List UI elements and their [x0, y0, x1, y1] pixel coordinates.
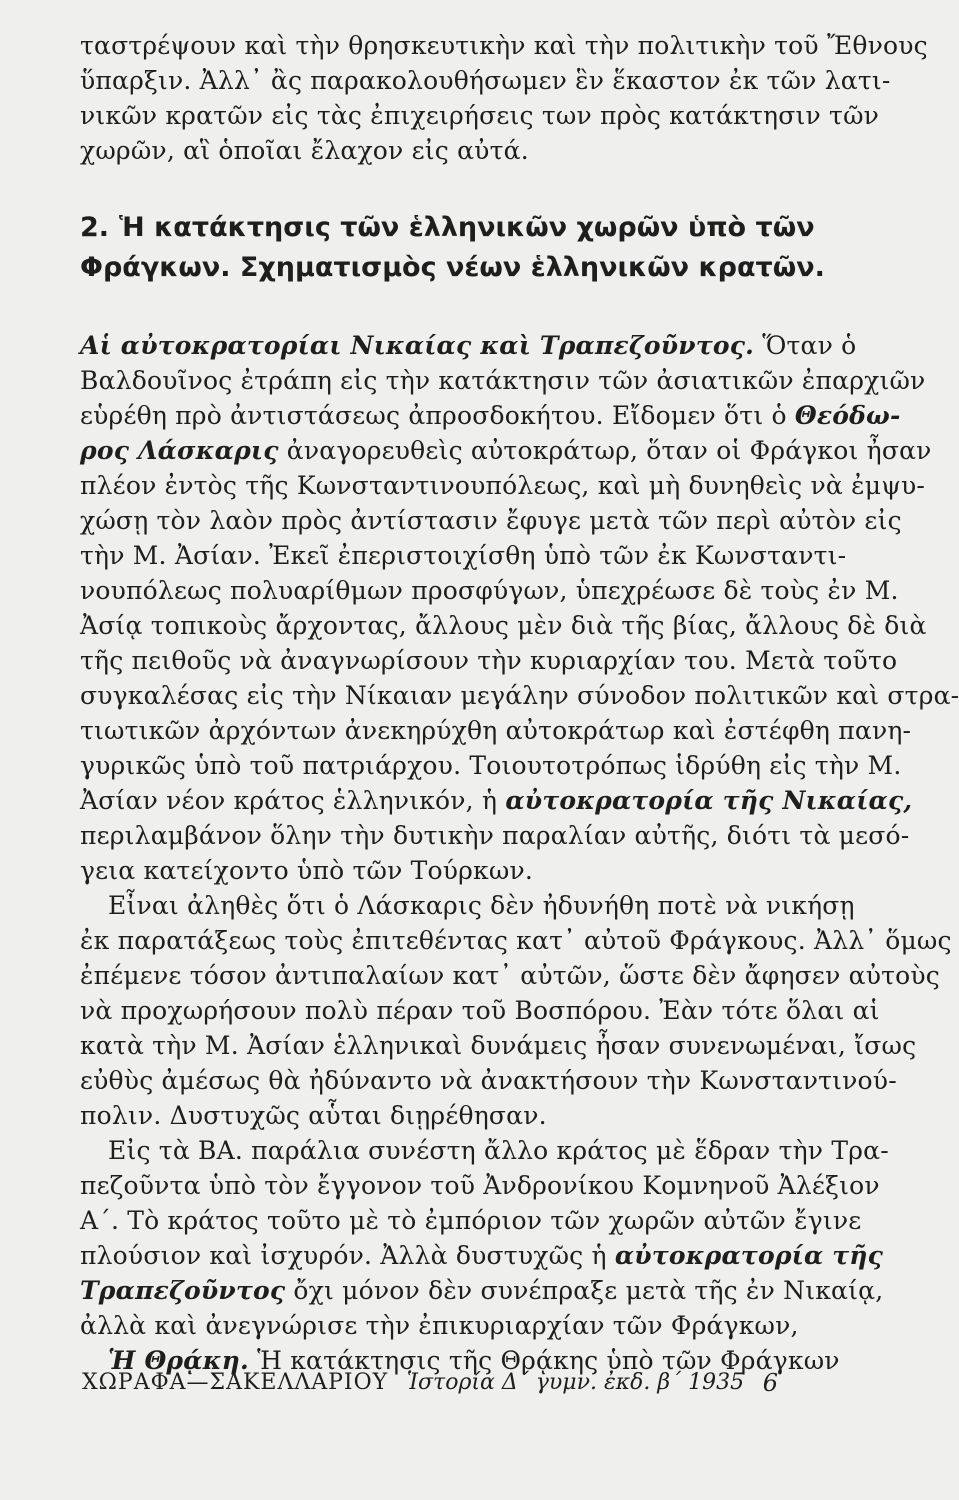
- text-line: χώσῃ τὸν λαὸν πρὸς ἀντίστασιν ἔφυγε μετὰ τῶν περὶ αὐτὸν εἰς: [80, 506, 902, 535]
- text-line: κατὰ τὴν Μ. Ἀσίαν ἑλληνικαὶ δυνάμεις ἦσαν συνενωμέναι, ἴσως: [80, 1031, 917, 1060]
- name-lascaris: ρος Λάσκαρις: [80, 436, 279, 465]
- text-line: Βαλδουῖνος ἐτράπη εἰς τὴν κατάκτησιν τῶν ἀσιατικῶν ἐπαρχιῶν: [80, 366, 926, 395]
- text-line: Α΄. Τὸ κράτος τοῦτο μὲ τὸ ἐμπόριον τῶν χωρῶν αὐτῶν ἔγινε: [80, 1206, 862, 1235]
- text-line: Εἰς τὰ ΒΑ. παράλια συνέστη ἄλλο κράτος μὲ ἕδραν τὴν Τρα-: [108, 1136, 889, 1165]
- text-fragment: εὑρέθη πρὸ ἀντιστάσεως ἀπροσδοκήτου. Εἴδομεν ὅτι ὁ: [80, 401, 787, 430]
- text-line: νουπόλεως πολυαρίθμων προσφύγων, ὑπεχρέωσε δὲ τοὺς ἐν Μ.: [80, 576, 899, 605]
- subheading-thrace: Ἡ Θρᾴκη.: [108, 1346, 249, 1375]
- text-line: τιωτικῶν ἀρχόντων ἀνεκηρύχθη αὐτοκράτωρ καὶ ἐστέφθη πανη-: [80, 716, 912, 745]
- text-line: ἐπέμενε τόσον ἀντιπαλαίων κατ᾽ αὐτῶν, ὥστε δὲν ἄφησεν αὐτοὺς: [80, 961, 940, 990]
- nicaea-paragraph: [80, 328, 959, 888]
- page-body: [80, 28, 959, 1378]
- page-footer: [82, 1368, 778, 1398]
- text-line: νικῶν κρατῶν εἰς τὰς ἐπιχειρήσεις των πρὸς κατάκτησιν τῶν: [80, 101, 880, 130]
- text-line: Εἶναι ἀληθὲς ὅτι ὁ Λάσκαρις δὲν ἠδυνήθη ποτὲ νὰ νικήσῃ: [108, 891, 855, 920]
- term-empire-of-nicaea: αὐτοκρατορία τῆς Νικαίας,: [505, 786, 913, 815]
- text-fragment: Ἡ κατάκτησις τῆς Θρᾴκης ὑπὸ τῶν Φράγκων: [257, 1346, 840, 1375]
- text-line: νὰ προχωρήσουν πολὺ πέραν τοῦ Βοσπόρου. Ἐὰν τότε ὅλαι αἱ: [80, 996, 880, 1025]
- text-line: πλέον ἐντὸς τῆς Κωνσταντινουπόλεως, καὶ μὴ δυνηθεὶς νὰ ἐμψυ-: [80, 471, 926, 500]
- section-title-line-2: Φράγκων. Σχηματισμὸς νέων ἑλληνικῶν κρατῶν.: [80, 252, 825, 283]
- section-title-line-1: Ἡ κατάκτησις τῶν ἑλληνικῶν χωρῶν ὑπὸ τῶν: [119, 212, 815, 243]
- text-line: τὴν Μ. Ἀσίαν. Ἐκεῖ ἐπεριστοιχίσθη ὑπὸ τῶν ἐκ Κωνσταντι-: [80, 541, 847, 570]
- subheading-nicaea-trebizond: Αἱ αὐτοκρατορίαι Νικαίας καὶ Τραπεζοῦντος.: [80, 331, 755, 360]
- text-line: γεια κατείχοντο ὑπὸ τῶν Τούρκων.: [80, 856, 534, 885]
- text-line: συγκαλέσας εἰς τὴν Νίκαιαν μεγάλην σύνοδον πολιτικῶν καὶ στρα-: [80, 681, 959, 710]
- term-empire-of-trebizond: αὐτοκρατορία τῆς: [614, 1241, 884, 1270]
- footer-series-title: ΧΩΡΑΦΑ—ΣΑΚΕΛΛΑΡΙΟΥ: [82, 1370, 389, 1395]
- text-line: γυρικῶς ὑπὸ τοῦ πατριάρχου. Τοιουτοτρόπως ἱδρύθη εἰς τὴν Μ.: [80, 751, 902, 780]
- text-line: εὐθὺς ἀμέσως θὰ ἠδύναντο νὰ ἀνακτήσουν τὴν Κωνσταντινού-: [80, 1066, 897, 1095]
- text-line: πολιν. Δυστυχῶς αὗται διῃρέθησαν.: [80, 1101, 547, 1130]
- page-number: 6: [762, 1369, 778, 1397]
- footer-book-subtitle: Ἱστορία Δ΄ γυμν. ἐκδ. β΄ 1935: [406, 1370, 745, 1395]
- text-line: χωρῶν, αἳ ὁποῖαι ἔλαχον εἰς αὐτά.: [80, 136, 529, 165]
- text-fragment: Ὅταν ὁ: [762, 331, 857, 360]
- text-line: ταστρέψουν καὶ τὴν θρησκευτικὴν καὶ τὴν πολιτικὴν τοῦ Ἔθνους: [80, 31, 928, 60]
- text-line: ὕπαρξιν. Ἀλλ᾽ ἂς παρακολουθήσωμεν ἓν ἕκαστον ἐκ τῶν λατι-: [80, 66, 891, 95]
- trebizond-paragraph: [80, 1133, 889, 1343]
- text-fragment: Ἀσίαν νέον κράτος ἑλληνικόν, ἡ: [80, 786, 498, 815]
- section-number: 2.: [80, 212, 110, 243]
- section-heading: [80, 208, 825, 288]
- text-line: Ἀσίᾳ τοπικοὺς ἄρχοντας, ἄλλους μὲν διὰ τῆς βίας, ἄλλους δὲ διὰ: [80, 611, 927, 640]
- text-line: ἐκ παρατάξεως τοὺς ἐπιτεθέντας κατ᾽ αὐτοῦ Φράγκους. Ἀλλ᾽ ὅμως: [80, 926, 952, 955]
- text-fragment: πλούσιον καὶ ἰσχυρόν. Ἀλλὰ δυστυχῶς ἡ: [80, 1241, 607, 1270]
- text-line: τῆς πειθοῦς νὰ ἀναγνωρίσουν τὴν κυριαρχίαν του. Μετὰ τοῦτο: [80, 646, 898, 675]
- lascaris-paragraph: [80, 888, 952, 1133]
- term-trebizond: Τραπεζοῦντος: [80, 1276, 286, 1305]
- name-theodore: Θεόδω-: [794, 401, 901, 430]
- text-fragment: ὄχι μόνον δὲν συνέπραξε μετὰ τῆς ἐν Νικαίᾳ,: [293, 1276, 884, 1305]
- text-line: πεζοῦντα ὑπὸ τὸν ἔγγονον τοῦ Ἀνδρονίκου Κομνηνοῦ Ἀλέξιον: [80, 1171, 880, 1200]
- text-line: περιλαμβάνον ὅλην τὴν δυτικὴν παραλίαν αὐτῆς, διότι τὰ μεσό-: [80, 821, 910, 850]
- text-fragment: ἀναγορευθεὶς αὐτοκράτωρ, ὅταν οἱ Φράγκοι ἦσαν: [286, 436, 932, 465]
- intro-paragraph: [80, 28, 928, 168]
- text-line: ἀλλὰ καὶ ἀνεγνώρισε τὴν ἐπικυριαρχίαν τῶν Φράγκων,: [80, 1311, 799, 1340]
